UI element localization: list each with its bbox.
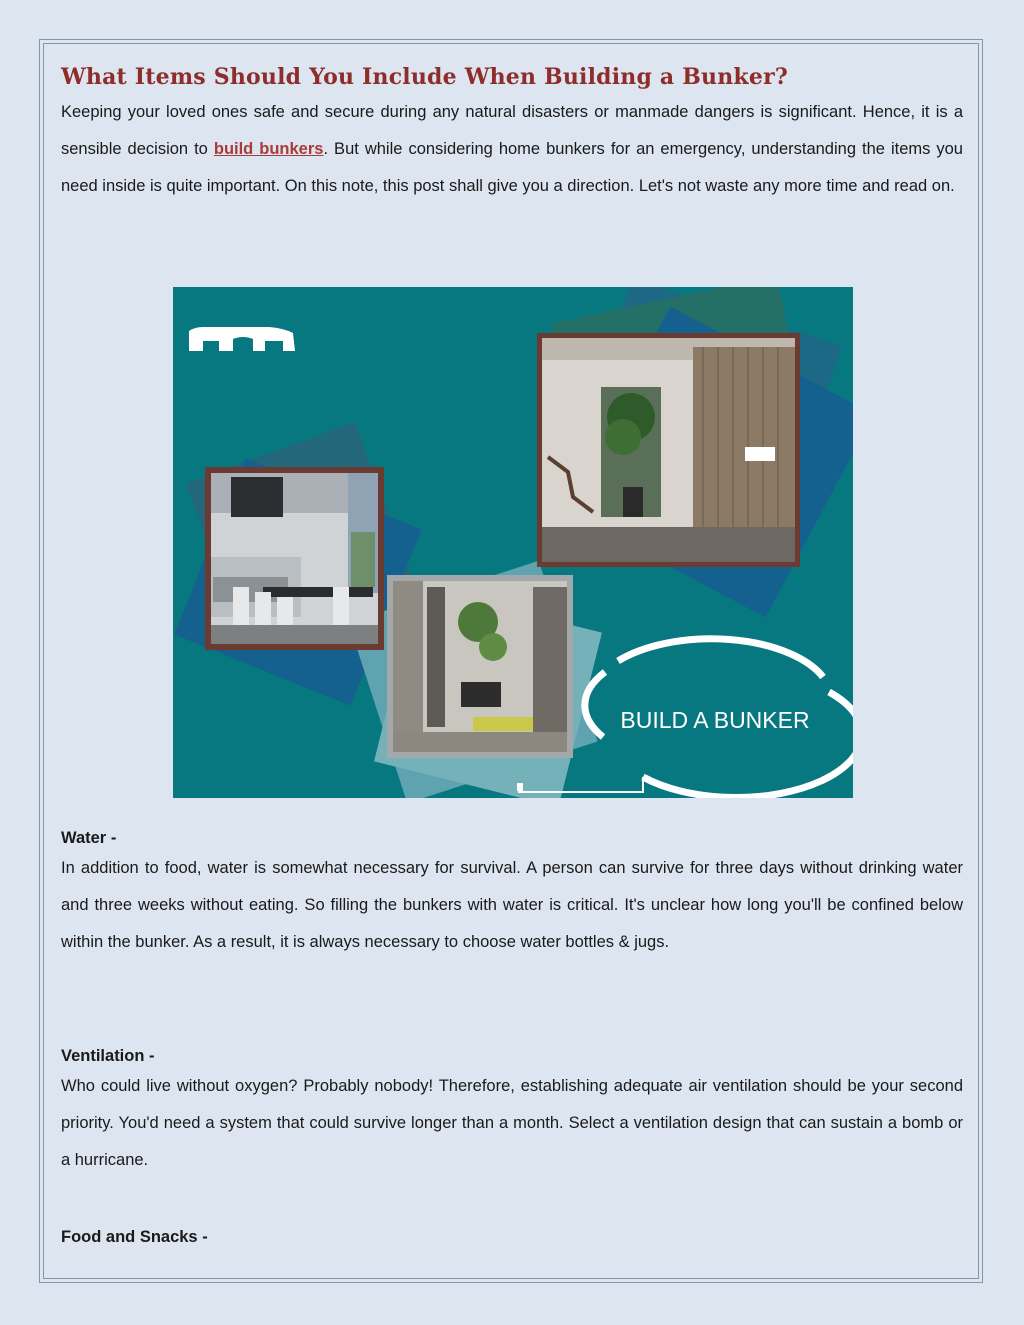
water-heading: Water - (61, 829, 117, 847)
ventilation-section (61, 1044, 963, 1179)
intro-text-start: Keeping your loved ones safe and secure during any natural disasters or manmade dangers is significant. Hence, it is a sensible decision to (61, 103, 963, 158)
ventilation-heading: Ventilation - (61, 1047, 155, 1065)
hallway-photo (537, 333, 800, 567)
ventilation-paragraph: Who could live without oxygen? Probably nobody! Therefore, establishing adequate air ventilation should be your second priority. You'd need a system that could survive longer than a month. Select a ventilation design that can sustain a bomb or a hurricane. (61, 1077, 963, 1169)
intro-text-end: . But while considering home bunkers for an emergency, understanding the items you need inside is quite important. On this note, this post shall give you a direction. Let's not waste any more time and read on. (61, 140, 963, 195)
food-heading: Food and Snacks - (61, 1228, 208, 1246)
water-paragraph: In addition to food, water is somewhat necessary for survival. A person can survive for three days without drinking water and three weeks without eating. So filling the bunkers with water is critical. It's unclear how long you'll be confined below within the bunker. As a result, it is always necessary to choose water bottles & jugs. (61, 859, 963, 951)
article-header (61, 60, 963, 205)
intro-paragraph (61, 94, 963, 205)
lounge-photo (387, 575, 573, 758)
food-section (61, 1225, 963, 1249)
bunker-collage (173, 287, 853, 798)
bunker-promo-image (173, 287, 853, 798)
kitchen-photo (205, 467, 384, 650)
article-title: What Items Should You Include When Building a Bunker? (61, 64, 788, 90)
water-section (61, 826, 963, 961)
build-bunkers-link[interactable]: build bunkers (213, 140, 324, 158)
company-logo (189, 327, 295, 351)
badge-text: BUILD A BUNKER (620, 707, 810, 733)
